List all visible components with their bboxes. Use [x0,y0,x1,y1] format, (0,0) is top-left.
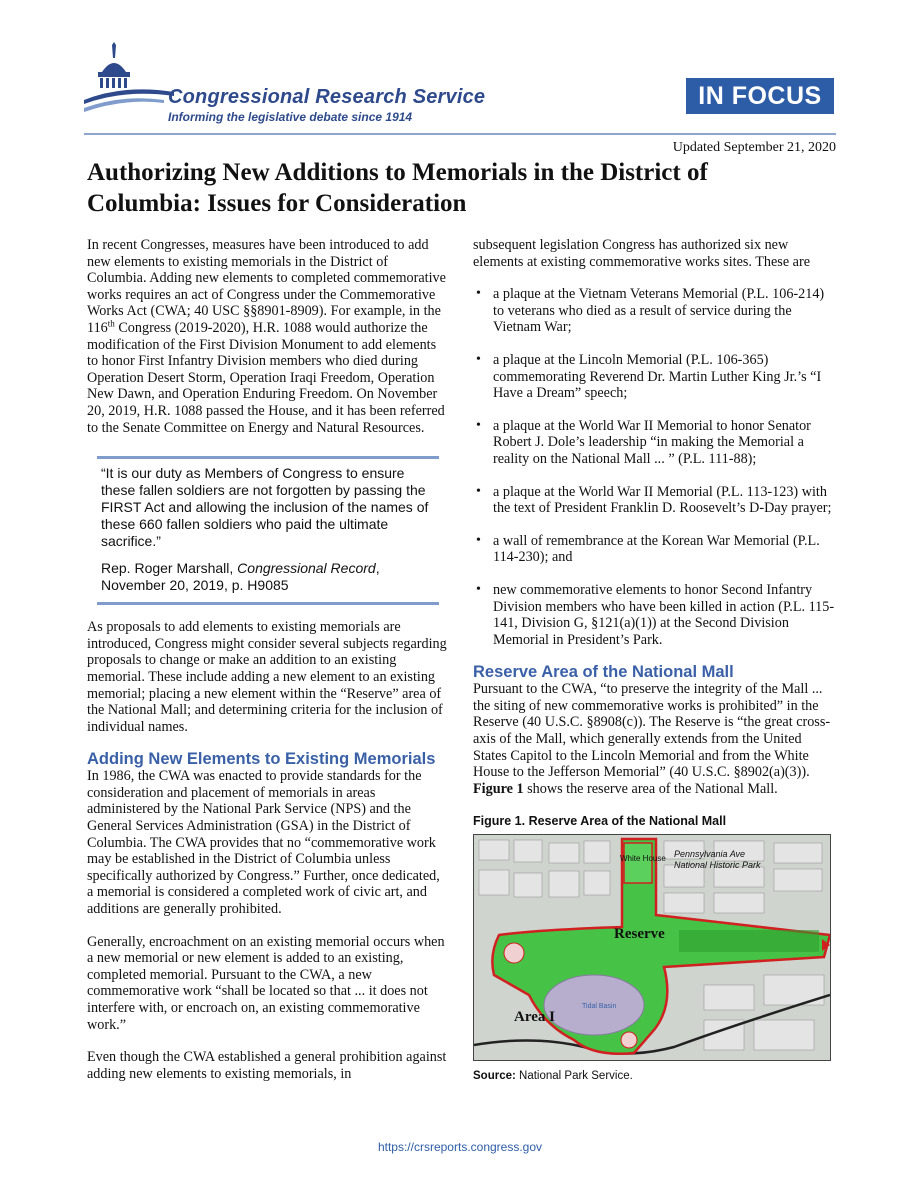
left-column [87,237,449,1098]
org-tagline: Informing the legislative debate since 1914 [168,110,413,124]
intro-paragraph: In recent Congresses, measures have been introduced to add new elements to existing memorials in the District of Columbia. Adding new elements to completed commemorative works requires an act of Congress under the Commemorative Works Act (CWA; 40 USC §§8901-8909). For example, in the 116th Congress (2019-2020), H.R. 1088 would authorize the modification of the First Division Monument to add elements to honor First Infantry Division members who died during Operation Desert Storm, Operation Iraqi Freedom, Operation New Dawn, and Operation Enduring Freedom. On November 20, 2019, H.R. 1088 passed the House, and it has been referred to the Senate Committee on Energy and Natural Resources. [87,237,446,436]
right-column [473,237,835,1085]
page-header [0,0,920,155]
list-item: • a wall of remembrance at the Korean War Memorial (P.L. 114-230); and [473,533,835,566]
pull-quote: “It is our duty as Members of Congress to ensure these fallen soldiers are not forgotten by passing the FIRST Act and allowing the inclusion of the names of these 660 fallen soldiers who paid the ultimate sacrifice.” [101,465,429,550]
map-label-nhp: National Historic Park [674,860,761,871]
pull-quote-attribution: Rep. Roger Marshall, Congressional Record, November 20, 2019, p. H9085 [101,560,380,594]
encroachment-paragraph: Generally, encroachment on an existing memorial occurs when a new memorial or new element is added to an existing, completed memorial. Pursuant to the CWA, a new commemorative work “shall be located so that ... it does not interfere with, or encroach on, an existing commemorative work.” [87,933,445,1033]
section-heading-adding-elements: Adding New Elements to Existing Memorials [87,750,436,769]
map-label-area1: Area I [514,1009,555,1026]
document-title: Authorizing New Additions to Memorials in the District of Columbia: Issues for Consideration [87,159,708,217]
pull-quote-box [97,456,439,605]
section-heading-reserve: Reserve Area of the National Mall [473,663,734,682]
list-item: • a plaque at the Lincoln Memorial (P.L. 106-365) commemorating Reverend Dr. Martin Luther King Jr.’s “I Have a Dream” speech; [473,352,835,402]
figure-caption: Figure 1. Reserve Area of the National Mall [473,814,727,829]
reserve-paragraph: Pursuant to the CWA, “to preserve the integrity of the Mall ... the siting of new commemorative works is prohibited” in the Reserve (40 U.S.C. §8908(c)). The Reserve is “the great cross-axis of the Mall, which generally extends from the United States Capitol to the Lincoln Memorial and from the White House to the Jefferson Memorial” (40 U.S.C. §8902(a)(3)). Figure 1 shows the reserve area of the National Mall. [473,681,831,797]
authorized-elements-list [473,286,835,648]
header-rule [84,133,836,135]
org-name: Congressional Research Service [168,86,486,108]
authorized-elements-paragraph: subsequent legislation Congress has authorized six new elements at existing commemorative works sites. These are [473,237,810,270]
proposals-paragraph: As proposals to add elements to existing memorials are introduced, Congress might consider several subjects regarding proposals to change or make an addition to an existing memorial. These include adding a new element to an existing memorial; placing a new element within the “Reserve” area of the National Mall; and determining criteria for the inclusion of individual names. [87,619,447,735]
map-label-white-house: White House [620,854,666,864]
cwa-paragraph: In 1986, the CWA was enacted to provide standards for the consideration and placement of memorials in areas administered by the National Park Service (NPS) and the General Services Administration (GSA) in the District of Columbia. The CWA provides that no “commemorative work may be established in the District of Columbia unless specifically authorized by Congress.” Further, once dedicated, a memorial is considered a completed work of civic art, and additions are generally prohibited. [87,768,440,918]
prohibition-paragraph: Even though the CWA established a general prohibition against adding new elements to existing memorials, in [87,1049,447,1082]
list-item: • a plaque at the World War II Memorial to honor Senator Robert J. Dole’s leadership “in making the Memorial a reality on the National Mall ... ” (P.L. 111-88); [473,418,835,468]
in-focus-badge: IN FOCUS [686,78,834,114]
footer-url-link[interactable]: https://crsreports.congress.gov [377,1140,543,1154]
list-item: • a plaque at the World War II Memorial (P.L. 113-123) with the text of President Franklin D. Roosevelt’s D-Day prayer; [473,484,835,517]
map-label-tidal-basin: Tidal Basin [582,1003,617,1011]
updated-date: Updated September 21, 2020 [672,140,836,155]
list-item: • new commemorative elements to honor Second Infantry Division members who have been killed in action (P.L. 115-141, Division G, §121(a)(1)) at the Second Division Memorial in President’s Park. [473,582,835,648]
list-item: • a plaque at the Vietnam Veterans Memorial (P.L. 106-214) to veterans who died as a result of service during the Vietnam War; [473,286,835,336]
figure-source: Source: National Park Service. [473,1070,633,1083]
map-label-pennsylvania: Pennsylvania Ave [674,849,746,860]
map-label-reserve: Reserve [614,926,665,943]
reserve-area-map [473,834,831,1061]
